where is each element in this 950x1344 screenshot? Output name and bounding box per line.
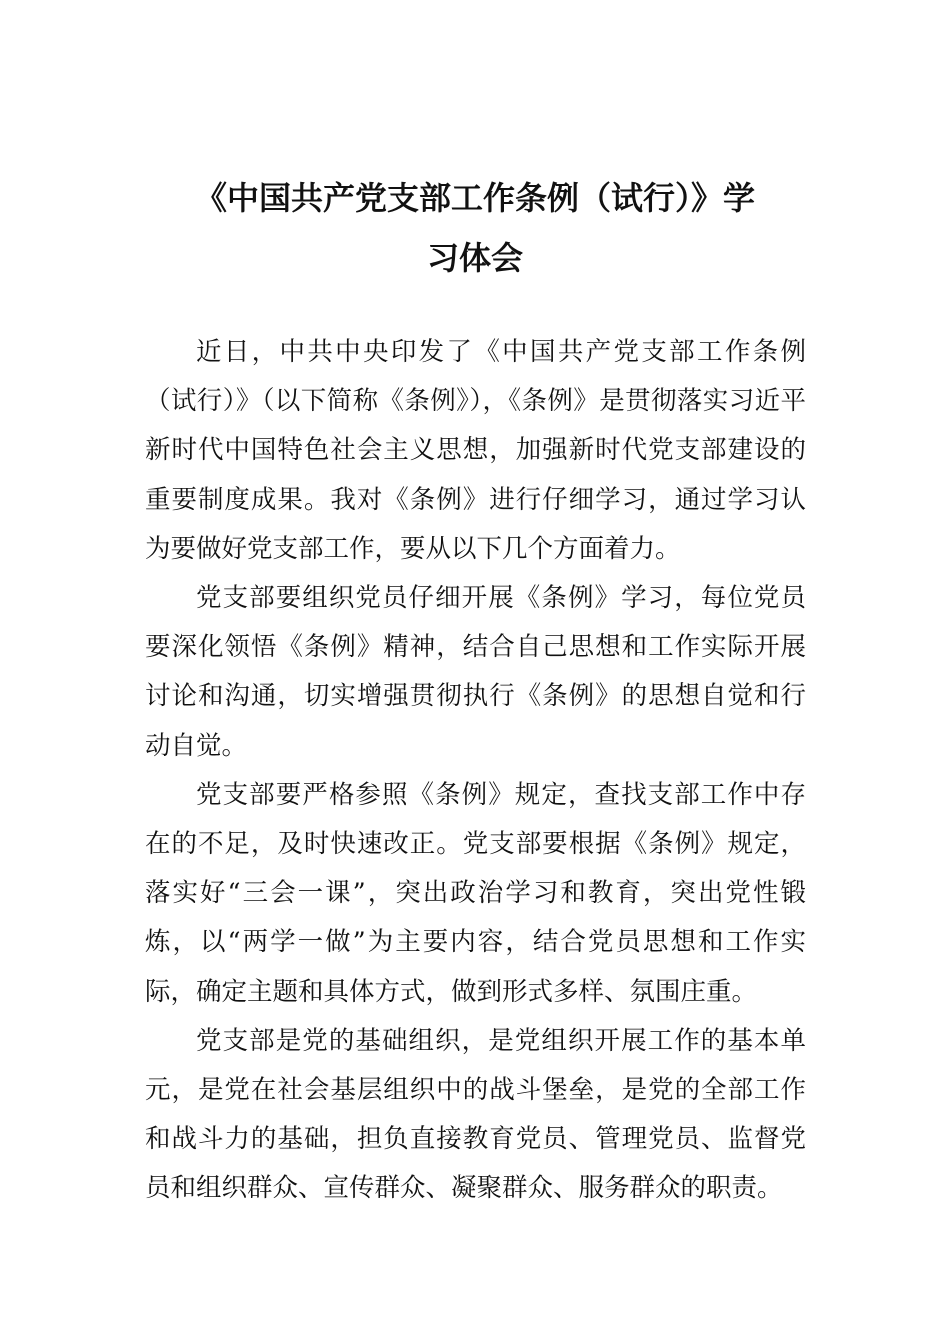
paragraph-3: 党支部要严格参照《条例》规定，查找支部工作中存在的不足，及时快速改正。党支部要根据《条例》规定，落实好“三会一课”，突出政治学习和教育，突出党性锻炼，以“两学一做”为主要内容，结合党员思想和工作实际，确定主题和具体方式，做到形式多样、氛围庄重。 [145,779,806,1007]
paragraph-1: 近日，中共中央印发了《中国共产党支部工作条例（试行）》（以下简称《条例》），《条例》是贯彻落实习近平新时代中国特色社会主义思想，加强新时代党支部建设的重要制度成果。我对《条例》进行仔细学习，通过学习认为要做好党支部工作，要从以下几个方面着力。 [145,337,806,564]
document-body [145,328,806,1214]
paragraph-4: 党支部是党的基础组织，是党组织开展工作的基本单元，是党在社会基层组织中的战斗堡垒，是党的全部工作和战斗力的基础，担负直接教育党员、管理党员、监督党员和组织群众、宣传群众、凝聚群众、服务群众的职责。 [145,1025,806,1204]
paragraph-2: 党支部要组织党员仔细开展《条例》学习，每位党员要深化领悟《条例》精神，结合自己思想和工作实际开展讨论和沟通，切实增强贯彻执行《条例》的思想自觉和行动自觉。 [145,583,806,761]
title-line-2: 习体会 [426,239,523,277]
document-title [145,168,805,288]
title-line-1: 《中国共产党支部工作条例（试行）》学 [194,179,755,217]
